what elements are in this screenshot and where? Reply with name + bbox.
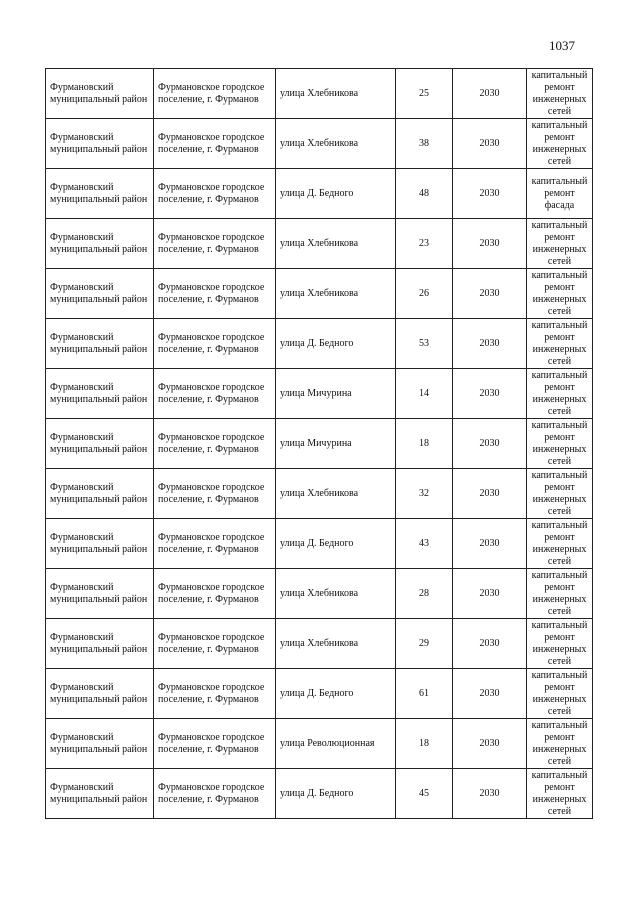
table-row	[46, 319, 593, 369]
house-number-cell: 53	[396, 319, 453, 369]
district-cell: Фурмановский муниципальный район	[46, 69, 154, 119]
settlement-cell: Фурмановское городское поселение, г. Фурманов	[154, 69, 276, 119]
district-cell: Фурмановский муниципальный район	[46, 169, 154, 219]
house-number-cell: 26	[396, 269, 453, 319]
house-number-cell: 32	[396, 469, 453, 519]
table-row	[46, 619, 593, 669]
work-type-cell: капитальный ремонт инженерных сетей	[527, 369, 593, 419]
year-cell: 2030	[453, 619, 527, 669]
house-number-cell: 28	[396, 569, 453, 619]
house-number-cell: 45	[396, 769, 453, 819]
year-cell: 2030	[453, 269, 527, 319]
year-cell: 2030	[453, 169, 527, 219]
street-cell: улица Хлебникова	[276, 469, 396, 519]
year-cell: 2030	[453, 119, 527, 169]
work-type-cell: капитальный ремонт инженерных сетей	[527, 719, 593, 769]
settlement-cell: Фурмановское городское поселение, г. Фурманов	[154, 119, 276, 169]
settlement-cell: Фурмановское городское поселение, г. Фурманов	[154, 619, 276, 669]
district-cell: Фурмановский муниципальный район	[46, 769, 154, 819]
house-number-cell: 14	[396, 369, 453, 419]
table-row	[46, 419, 593, 469]
table-row	[46, 669, 593, 719]
settlement-cell: Фурмановское городское поселение, г. Фурманов	[154, 569, 276, 619]
district-cell: Фурмановский муниципальный район	[46, 319, 154, 369]
street-cell: улица Революционная	[276, 719, 396, 769]
district-cell: Фурмановский муниципальный район	[46, 569, 154, 619]
district-cell: Фурмановский муниципальный район	[46, 469, 154, 519]
table-row	[46, 769, 593, 819]
settlement-cell: Фурмановское городское поселение, г. Фурманов	[154, 769, 276, 819]
work-type-cell: капитальный ремонт инженерных сетей	[527, 319, 593, 369]
table-row	[46, 69, 593, 119]
street-cell: улица Хлебникова	[276, 219, 396, 269]
year-cell: 2030	[453, 469, 527, 519]
street-cell: улица Д. Бедного	[276, 169, 396, 219]
work-type-cell: капитальный ремонт инженерных сетей	[527, 419, 593, 469]
district-cell: Фурмановский муниципальный район	[46, 419, 154, 469]
street-cell: улица Д. Бедного	[276, 519, 396, 569]
district-cell: Фурмановский муниципальный район	[46, 269, 154, 319]
house-number-cell: 18	[396, 719, 453, 769]
work-type-cell: капитальный ремонт инженерных сетей	[527, 269, 593, 319]
work-type-cell: капитальный ремонт инженерных сетей	[527, 619, 593, 669]
work-type-cell: капитальный ремонт фасада	[527, 169, 593, 219]
house-number-cell: 43	[396, 519, 453, 569]
district-cell: Фурмановский муниципальный район	[46, 619, 154, 669]
year-cell: 2030	[453, 219, 527, 269]
settlement-cell: Фурмановское городское поселение, г. Фурманов	[154, 519, 276, 569]
year-cell: 2030	[453, 719, 527, 769]
district-cell: Фурмановский муниципальный район	[46, 219, 154, 269]
table-row	[46, 719, 593, 769]
house-number-cell: 48	[396, 169, 453, 219]
house-number-cell: 29	[396, 619, 453, 669]
table-row	[46, 569, 593, 619]
year-cell: 2030	[453, 369, 527, 419]
year-cell: 2030	[453, 319, 527, 369]
house-number-cell: 18	[396, 419, 453, 469]
work-type-cell: капитальный ремонт инженерных сетей	[527, 669, 593, 719]
district-cell: Фурмановский муниципальный район	[46, 669, 154, 719]
street-cell: улица Мичурина	[276, 369, 396, 419]
settlement-cell: Фурмановское городское поселение, г. Фурманов	[154, 319, 276, 369]
table-row	[46, 119, 593, 169]
house-number-cell: 61	[396, 669, 453, 719]
year-cell: 2030	[453, 769, 527, 819]
work-type-cell: капитальный ремонт инженерных сетей	[527, 519, 593, 569]
street-cell: улица Хлебникова	[276, 569, 396, 619]
district-cell: Фурмановский муниципальный район	[46, 719, 154, 769]
settlement-cell: Фурмановское городское поселение, г. Фурманов	[154, 219, 276, 269]
table-row	[46, 169, 593, 219]
work-type-cell: капитальный ремонт инженерных сетей	[527, 569, 593, 619]
house-number-cell: 38	[396, 119, 453, 169]
settlement-cell: Фурмановское городское поселение, г. Фурманов	[154, 269, 276, 319]
street-cell: улица Хлебникова	[276, 269, 396, 319]
table-row	[46, 219, 593, 269]
year-cell: 2030	[453, 569, 527, 619]
district-cell: Фурмановский муниципальный район	[46, 369, 154, 419]
street-cell: улица Д. Бедного	[276, 319, 396, 369]
page-number: 1037	[549, 38, 575, 53]
district-cell: Фурмановский муниципальный район	[46, 519, 154, 569]
district-cell: Фурмановский муниципальный район	[46, 119, 154, 169]
work-type-cell: капитальный ремонт инженерных сетей	[527, 219, 593, 269]
year-cell: 2030	[453, 519, 527, 569]
street-cell: улица Хлебникова	[276, 119, 396, 169]
table-row	[46, 269, 593, 319]
work-type-cell: капитальный ремонт инженерных сетей	[527, 69, 593, 119]
year-cell: 2030	[453, 419, 527, 469]
settlement-cell: Фурмановское городское поселение, г. Фурманов	[154, 669, 276, 719]
settlement-cell: Фурмановское городское поселение, г. Фурманов	[154, 719, 276, 769]
street-cell: улица Хлебникова	[276, 619, 396, 669]
street-cell: улица Мичурина	[276, 419, 396, 469]
street-cell: улица Хлебникова	[276, 69, 396, 119]
table-row	[46, 519, 593, 569]
settlement-cell: Фурмановское городское поселение, г. Фурманов	[154, 369, 276, 419]
settlement-cell: Фурмановское городское поселение, г. Фурманов	[154, 419, 276, 469]
work-type-cell: капитальный ремонт инженерных сетей	[527, 469, 593, 519]
house-number-cell: 23	[396, 219, 453, 269]
settlement-cell: Фурмановское городское поселение, г. Фурманов	[154, 169, 276, 219]
house-number-cell: 25	[396, 69, 453, 119]
street-cell: улица Д. Бедного	[276, 769, 396, 819]
settlement-cell: Фурмановское городское поселение, г. Фурманов	[154, 469, 276, 519]
work-type-cell: капитальный ремонт инженерных сетей	[527, 769, 593, 819]
work-type-cell: капитальный ремонт инженерных сетей	[527, 119, 593, 169]
table-row	[46, 469, 593, 519]
year-cell: 2030	[453, 69, 527, 119]
street-cell: улица Д. Бедного	[276, 669, 396, 719]
repair-schedule-table	[45, 68, 593, 819]
table-row	[46, 369, 593, 419]
year-cell: 2030	[453, 669, 527, 719]
